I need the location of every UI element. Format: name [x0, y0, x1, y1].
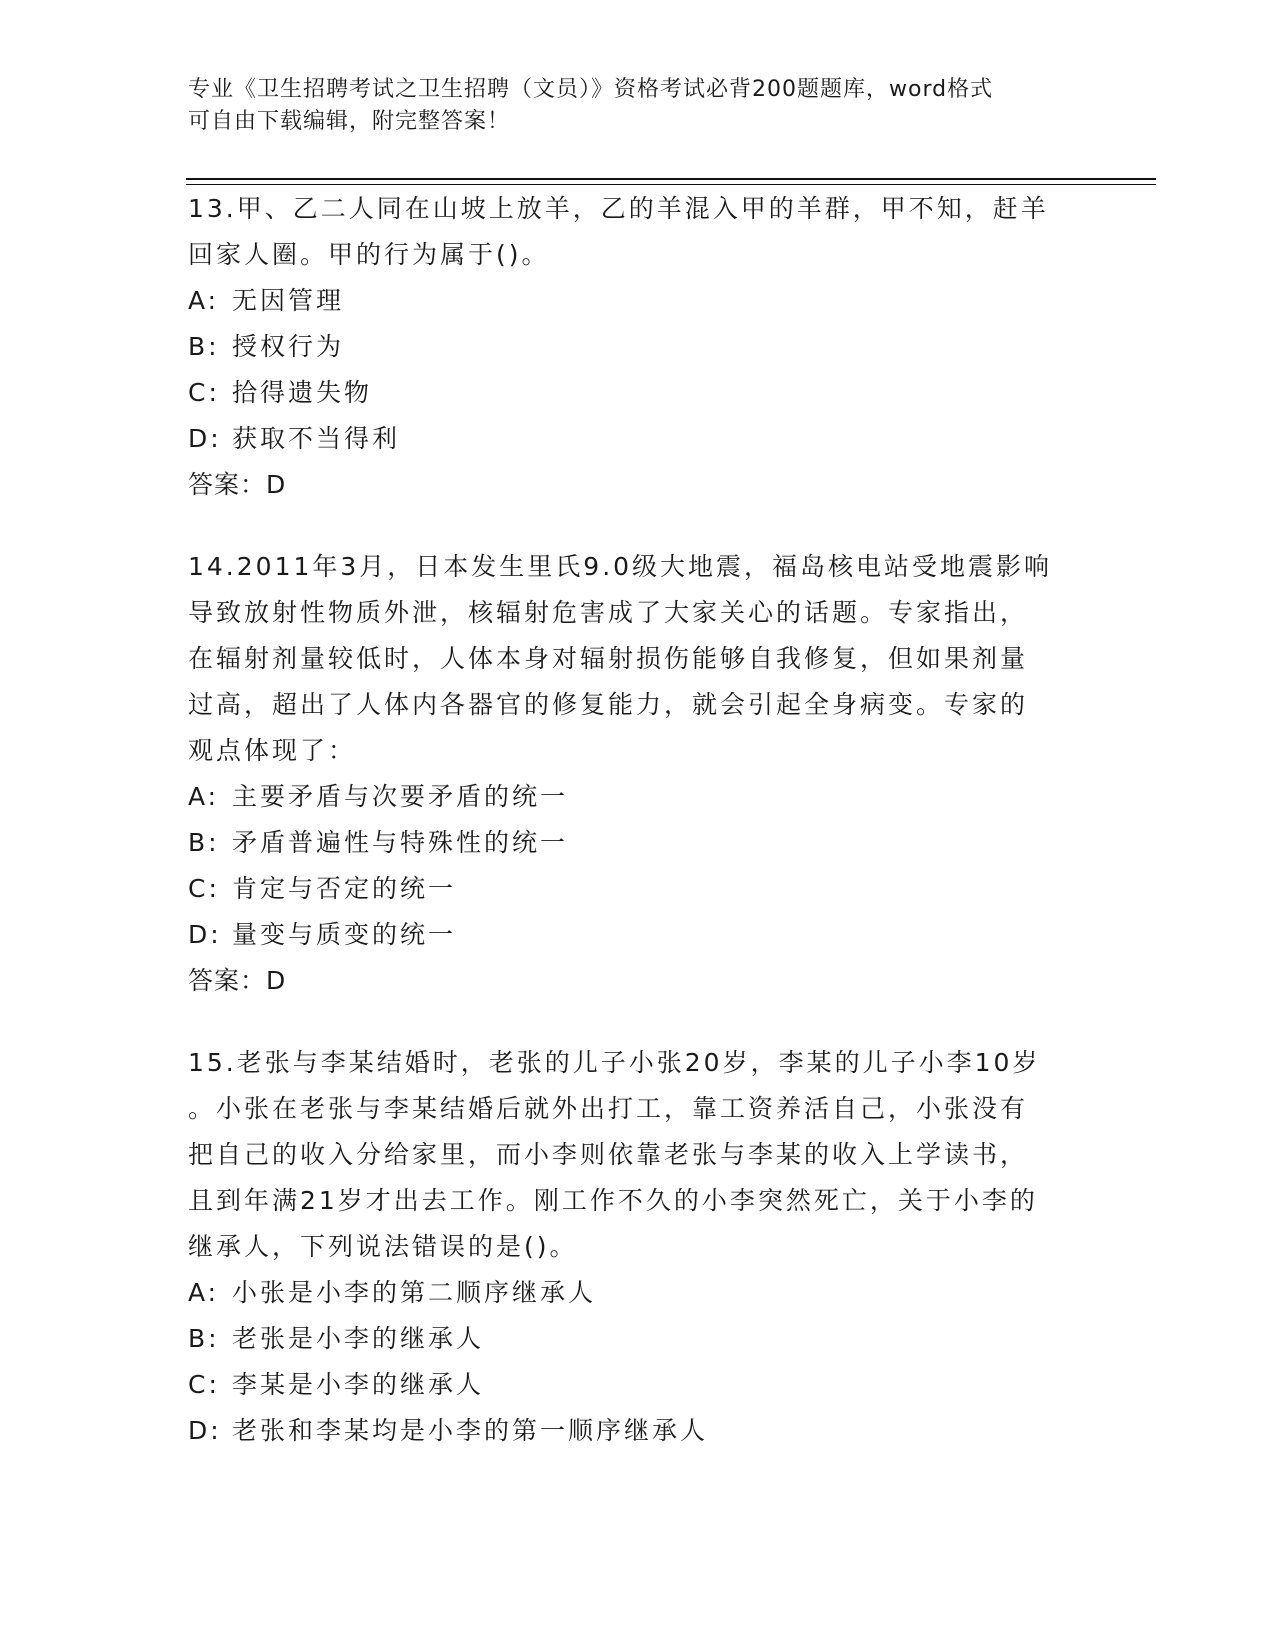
answer-line: 答案：D — [188, 470, 287, 499]
question-stem-line: 。小张在老张与李某结婚后就外出打工，靠工资养活自己，小张没有 — [188, 1094, 1029, 1123]
option-text: 小张是小李的第二顺序继承人 — [232, 1278, 597, 1307]
document-header — [188, 74, 1088, 138]
answer-line: 答案：D — [188, 966, 287, 995]
option-text: 拾得遗失物 — [232, 378, 373, 407]
option-c — [188, 866, 1088, 912]
option-d — [188, 912, 1088, 958]
option-a — [188, 278, 1088, 324]
question-stem-line: 导致放射性物质外泄，核辐射危害成了大家关心的话题。专家指出， — [188, 598, 1029, 627]
question-14 — [188, 544, 1088, 1004]
option-letter: D: — [188, 1416, 222, 1445]
option-text: 老张和李某均是小李的第一顺序继承人 — [232, 1416, 709, 1445]
option-text: 李某是小李的继承人 — [232, 1370, 485, 1399]
option-letter: A: — [188, 286, 220, 315]
question-13 — [188, 186, 1088, 508]
option-letter: A: — [188, 782, 220, 811]
option-text: 肯定与否定的统一 — [232, 874, 457, 903]
option-letter: B: — [188, 1324, 220, 1353]
question-stem-line: 观点体现了： — [188, 736, 357, 765]
option-text: 授权行为 — [232, 332, 345, 361]
question-stem-line: 在辐射剂量较低时，人体本身对辐射损伤能够自我修复，但如果剂量 — [188, 644, 1029, 673]
option-letter: A: — [188, 1278, 220, 1307]
option-d — [188, 1408, 1088, 1454]
option-text: 无因管理 — [232, 286, 345, 315]
option-letter: D: — [188, 424, 222, 453]
option-b — [188, 324, 1088, 370]
option-text: 老张是小李的继承人 — [232, 1324, 485, 1353]
option-letter: C: — [188, 874, 220, 903]
option-letter: C: — [188, 378, 220, 407]
option-a — [188, 774, 1088, 820]
header-line-1: 专业《卫生招聘考试之卫生招聘（文员）》资格考试必背200题题库，word格式 — [188, 77, 994, 102]
question-stem-line: 回家人圈。甲的行为属于()。 — [188, 240, 550, 269]
header-divider-thin — [186, 184, 1156, 185]
header-line-2: 可自由下载编辑，附完整答案！ — [188, 109, 511, 134]
question-stem-line: 14.2011年3月，日本发生里氏9.0级大地震，福岛核电站受地震影响 — [188, 552, 1053, 581]
question-stem-line: 且到年满21岁才出去工作。刚工作不久的小李突然死亡，关于小李的 — [188, 1186, 1038, 1215]
option-letter: C: — [188, 1370, 220, 1399]
option-text: 主要矛盾与次要矛盾的统一 — [232, 782, 569, 811]
option-text: 矛盾普遍性与特殊性的统一 — [232, 828, 569, 857]
question-stem-line: 15.老张与李某结婚时，老张的儿子小张20岁，李某的儿子小李10岁 — [188, 1048, 1041, 1077]
question-stem-line: 继承人，下列说法错误的是()。 — [188, 1232, 578, 1261]
header-divider-thick — [186, 178, 1156, 180]
option-c — [188, 370, 1088, 416]
option-text: 量变与质变的统一 — [232, 920, 457, 949]
question-stem-line: 13.甲、乙二人同在山坡上放羊，乙的羊混入甲的羊群，甲不知，赶羊 — [188, 194, 1049, 223]
option-letter: B: — [188, 828, 220, 857]
option-letter: B: — [188, 332, 220, 361]
question-15 — [188, 1040, 1088, 1454]
question-stem-line: 过高，超出了人体内各器官的修复能力，就会引起全身病变。专家的 — [188, 690, 1029, 719]
option-b — [188, 1316, 1088, 1362]
option-text: 获取不当得利 — [232, 424, 401, 453]
option-c — [188, 1362, 1088, 1408]
option-letter: D: — [188, 920, 222, 949]
option-d — [188, 416, 1088, 462]
option-b — [188, 820, 1088, 866]
option-a — [188, 1270, 1088, 1316]
question-stem-line: 把自己的收入分给家里，而小李则依靠老张与李某的收入上学读书， — [188, 1140, 1029, 1169]
